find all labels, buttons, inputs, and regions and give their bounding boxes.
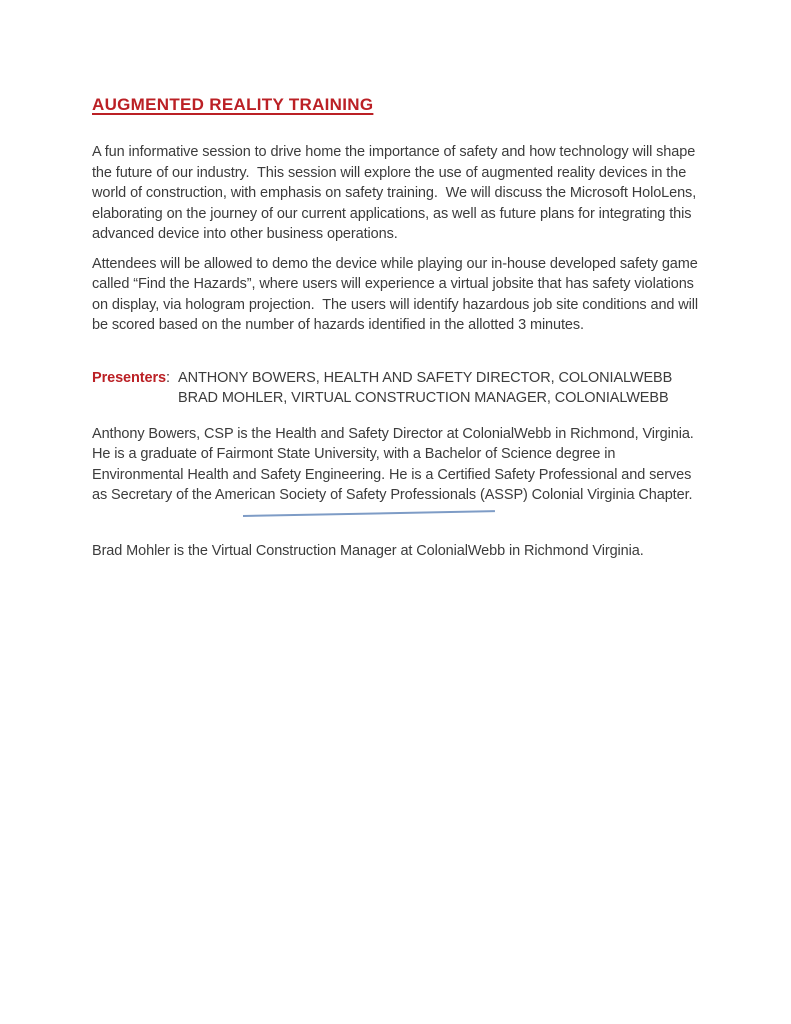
presenters-block — [92, 368, 710, 409]
presenters-label-cell — [92, 368, 178, 389]
presenter-entry-brad: BRAD MOHLER, VIRTUAL CONSTRUCTION MANAGER, COLONIALWEBB — [178, 390, 669, 406]
anthony-bio-paragraph: Anthony Bowers, CSP is the Health and Safety Director at ColonialWebb in Richmond, Virginia. He is a graduate of Fairmont State University, with a Bachelor of Science degree in Environmental Health and Safety Engineering. He is a Certified Safety Professional and serves as Secretary of the American Society of Safety Professionals (ASSP) Colonial Virginia Chapter. — [92, 425, 698, 503]
signature-divider-line — [243, 510, 495, 517]
demo-paragraph: Attendees will be allowed to demo the device while playing our in-house developed safety game called “Find the Hazards”, where users will experience a virtual jobsite that has safety violations on display, via hologram projection. The users will identify hazardous job site conditions and will be scored based on the number of hazards identified in the allotted 3 minutes. — [92, 255, 702, 333]
blank-line-spacer — [92, 345, 710, 368]
page-title: AUGMENTED REALITY TRAINING — [92, 95, 374, 114]
presenter-entry-anthony: ANTHONY BOWERS, HEALTH AND SAFETY DIRECTOR, COLONIALWEBB — [178, 369, 673, 386]
presenters-label: Presenters — [92, 369, 166, 386]
presenters-colon: : — [165, 369, 170, 386]
document-content — [92, 95, 710, 570]
presenters-names — [178, 368, 710, 409]
intro-paragraph: A fun informative session to drive home the importance of safety and how technology will shape the future of our industry. This session will explore the use of augmented reality devices in the world of construction, with emphasis on safety training. We will discuss the Microsoft HoloLens, elaborating on the journey of our current applications, as well as future plans for integrating this advanced device into other business operations. — [92, 144, 701, 242]
brad-bio-paragraph: Brad Mohler is the Virtual Construction Manager at ColonialWebb in Richmond Virginia. — [92, 542, 644, 559]
